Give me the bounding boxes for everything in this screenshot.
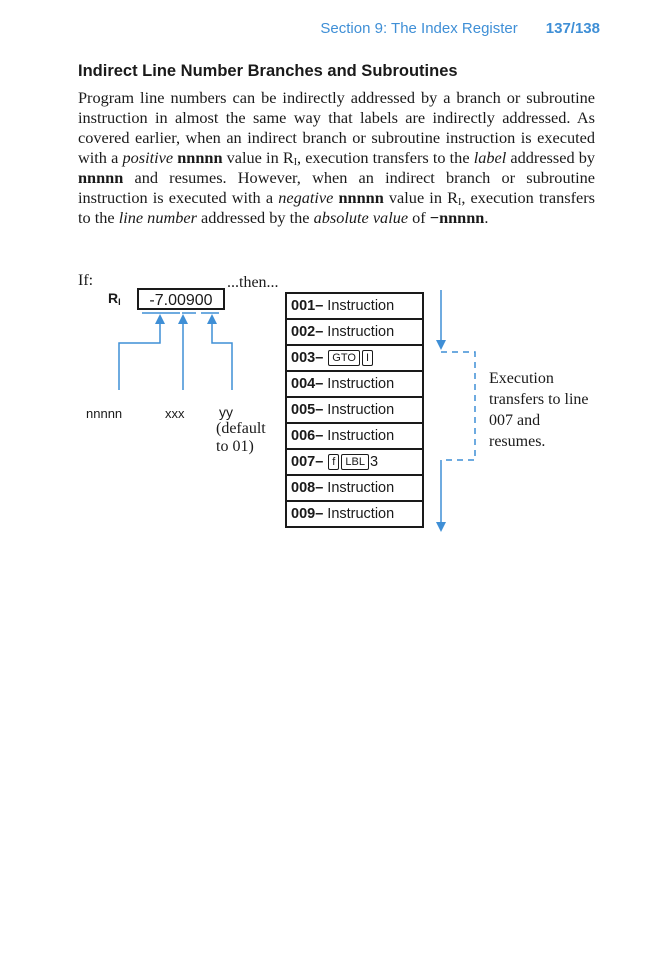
text-run: value in R [222, 148, 294, 167]
bold-nnnnn: nnnnn [177, 148, 223, 167]
line-number: 003– [291, 350, 324, 366]
line-text: Instruction [327, 376, 395, 392]
text-run: . [484, 208, 489, 227]
arrowhead [436, 522, 446, 532]
section-heading: Indirect Line Number Branches and Subroutines [78, 62, 458, 80]
line-number: 009– [291, 506, 324, 522]
then-label: ...then... [227, 274, 279, 291]
program-line [285, 474, 424, 500]
nnnnn-connector [119, 324, 160, 390]
emphasis-negative: negative [278, 188, 334, 207]
transfer-path [441, 352, 475, 460]
body-paragraph [78, 88, 595, 228]
text-run: Program line numbers can be indirectly addressed by a branch or subroutine instruction in almost the same way that labels are indirectly addressed. As covered earlier, when an indirect branch or subroutine instruction is executed with a [78, 88, 595, 167]
program-listing [285, 292, 424, 528]
text-run: of [408, 208, 430, 227]
default-label-2: to 01) [216, 438, 254, 455]
line-number: 001– [291, 298, 324, 314]
gto-key: GTO [328, 350, 360, 366]
bold-negative-nnnnn: −nnnnn [429, 208, 485, 227]
text-run: addressed by the [196, 208, 314, 227]
bold-nnnnn: nnnnn [338, 188, 384, 207]
line-number: 006– [291, 428, 324, 444]
program-line [285, 448, 424, 474]
subscript: I [457, 197, 462, 208]
text-run: , execution transfers to the [78, 188, 595, 227]
line-text: Instruction [327, 506, 395, 522]
i-key: I [362, 350, 373, 366]
register-letter: R [108, 290, 119, 306]
arrowhead [436, 340, 446, 350]
indirect-branch-diagram [0, 270, 666, 550]
nnnnn-label: nnnnn [86, 406, 123, 421]
line-number: 007– [291, 454, 324, 470]
text-run: and resumes. However, when an indirect branch or subroutine instruction is executed with a [78, 168, 595, 207]
line-number: 008– [291, 480, 324, 496]
program-line [285, 396, 424, 422]
yy-connector [212, 324, 232, 390]
subscript: I [293, 157, 298, 168]
register-display: -7.00900 [137, 288, 225, 310]
arrowhead [178, 314, 188, 324]
program-line [285, 344, 424, 370]
line-number: 004– [291, 376, 324, 392]
lbl-key: LBL [341, 454, 369, 470]
line-text: Instruction [327, 428, 395, 444]
page-numbers: 137/138 [545, 20, 600, 37]
text-run: value in R [383, 188, 458, 207]
program-line [285, 500, 424, 528]
program-line [285, 292, 424, 318]
label-number: 3 [369, 454, 379, 470]
text-run: addressed by [506, 148, 595, 167]
line-number: 002– [291, 324, 324, 340]
register-subscript: I [118, 297, 121, 307]
arrowhead [207, 314, 217, 324]
line-number: 005– [291, 402, 324, 418]
execution-note: Execution transfers to line 007 and resumes. [489, 370, 589, 450]
line-text: Instruction [327, 324, 395, 340]
line-text: Instruction [327, 298, 395, 314]
emphasis-label: label [473, 148, 507, 167]
f-key: f [328, 454, 339, 470]
page-header [0, 20, 600, 37]
program-line [285, 318, 424, 344]
bold-nnnnn: nnnnn [78, 168, 124, 187]
emphasis-absolute-value: absolute value [313, 208, 409, 227]
arrowhead [155, 314, 165, 324]
emphasis-line-number: line number [118, 208, 197, 227]
program-line [285, 422, 424, 448]
emphasis-positive: positive [122, 148, 174, 167]
section-title: Section 9: The Index Register [320, 20, 518, 37]
if-label: If: [78, 272, 94, 289]
default-label: (default [216, 420, 266, 437]
xxx-label: xxx [165, 406, 185, 421]
program-line [285, 370, 424, 396]
yy-label: yy [219, 404, 233, 420]
text-run: , execution transfers to the [297, 148, 474, 167]
line-text: Instruction [327, 480, 395, 496]
line-text: Instruction [327, 402, 395, 418]
